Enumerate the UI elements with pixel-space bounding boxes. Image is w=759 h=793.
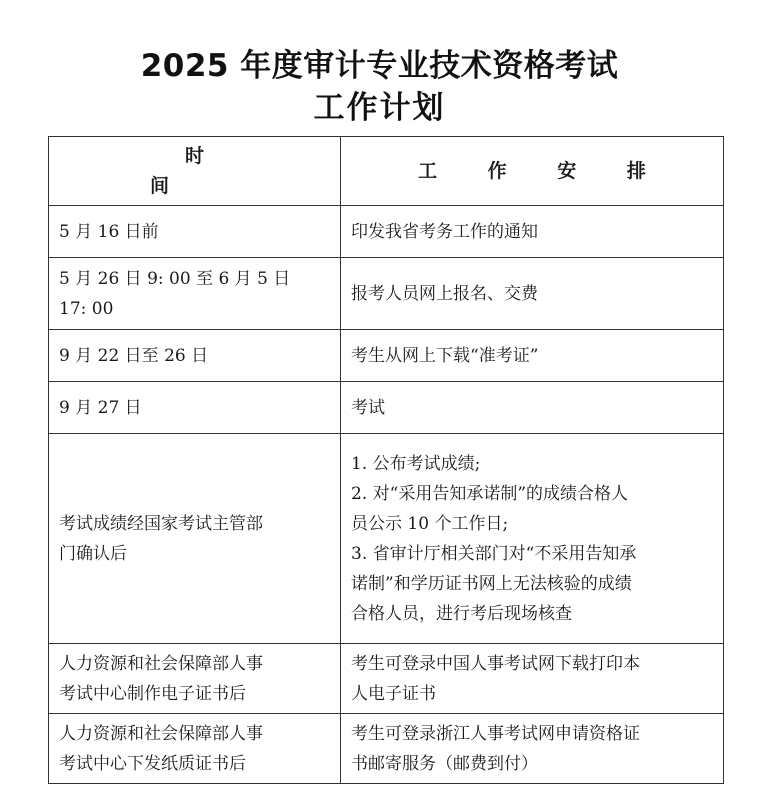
header-work: 工 作 安 排 (341, 137, 724, 206)
header-time: 时 间 (49, 137, 341, 206)
time-cell: 5 月 16 日前 (49, 206, 341, 258)
time-cell: 人力资源和社会保障部人事 考试中心下发纸质证书后 (49, 714, 341, 784)
table-row (49, 330, 724, 382)
table-row (49, 644, 724, 714)
time-cell: 考试成绩经国家考试主管部 门确认后 (49, 434, 341, 644)
work-cell: 考生从网上下载“准考证” (341, 330, 724, 382)
work-cell: 印发我省考务工作的通知 (341, 206, 724, 258)
work-plan-table (48, 136, 724, 784)
table-row (49, 258, 724, 330)
time-cell: 人力资源和社会保障部人事 考试中心制作电子证书后 (49, 644, 341, 714)
document-subtitle: 工作计划 (313, 90, 446, 126)
work-cell: 考试 (341, 382, 724, 434)
table-row (49, 206, 724, 258)
table-header-row (49, 137, 724, 206)
time-cell: 9 月 22 日至 26 日 (49, 330, 341, 382)
work-cell: 考生可登录浙江人事考试网申请资格证 书邮寄服务（邮费到付） (341, 714, 724, 784)
time-cell: 5 月 26 日 9: 00 至 6 月 5 日 17: 00 (49, 258, 341, 330)
table-row (49, 382, 724, 434)
time-cell: 9 月 27 日 (49, 382, 341, 434)
work-cell: 考生可登录中国人事考试网下载打印本 人电子证书 (341, 644, 724, 714)
table-row (49, 434, 724, 644)
work-cell: 报考人员网上报名、交费 (341, 258, 724, 330)
work-cell: 1. 公布考试成绩; 2. 对“采用告知承诺制”的成绩合格人 员公示 10 个工作日; 3. 省审计厅相关部门对“不采用告知承 诺制”和学历证书网上无法核验的成绩 合格人员，进行考后现场核查 (341, 434, 724, 644)
table-row (49, 714, 724, 784)
document-title: 2025 年度审计专业技术资格考试 (140, 48, 619, 84)
